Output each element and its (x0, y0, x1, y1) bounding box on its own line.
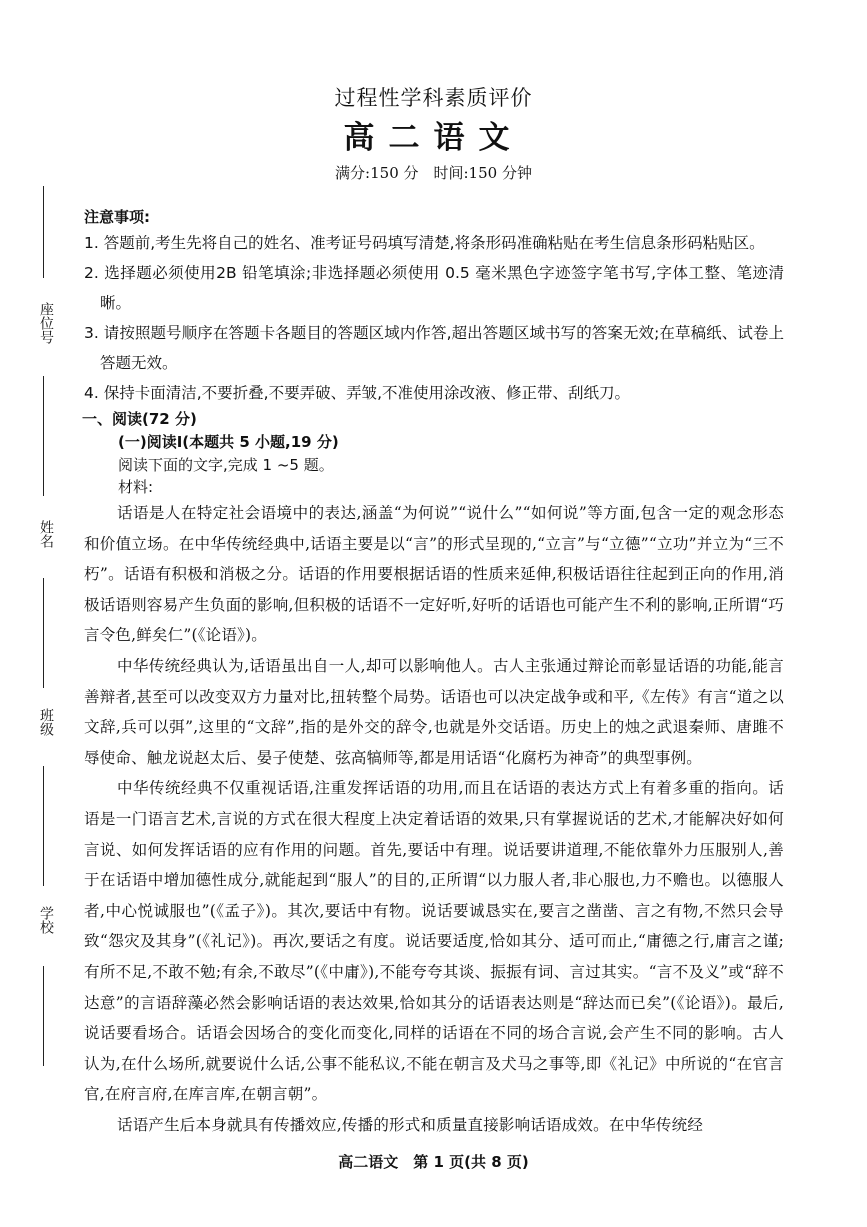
binding-line (43, 376, 44, 496)
class-label: 班级 (38, 708, 54, 736)
section-title: 一、阅读(72 分) (82, 410, 197, 428)
binding-line (43, 766, 44, 886)
page-header (0, 84, 867, 184)
material-paragraph: 话语是人在特定社会语境中的表达,涵盖“为何说”“说什么”“如何说”等方面,包含一定的观念形态和价值立场。在中华传统经典中,话语主要是以“言”的形式呈现的,“立言”与“立德”“立功”并立为“三不朽”。话语有积极和消极之分。话语的作用要根据话语的性质来延伸,积极话语往往起到正向的作用,消极话语则容易产生负面的影响,但积极的话语不一定好听,好听的话语也可能产生不利的影响,正所谓“巧言令色,鲜矣仁”(《论语》)。 (84, 504, 784, 645)
material-paragraph: 中华传统经典认为,话语虽出自一人,却可以影响他人。古人主张通过辩论而彰显话语的功能,能言善辩者,甚至可以改变双方力量对比,扭转整个局势。话语也可以决定战争或和平,《左传》有言“道之以文辞,兵可以弭”,这里的“文辞”,指的是外交的辞令,也就是外交话语。历史上的烛之武退秦师、唐雎不辱使命、触龙说赵太后、晏子使楚、弦高犒师等,都是用话语“化腐朽为神奇”的典型事例。 (84, 656, 784, 767)
note-item: 4. 保持卡面清洁,不要折叠,不要弄破、弄皱,不准使用涂改液、修正带、刮纸刀。 (84, 384, 630, 402)
exam-title: 高二语文 (343, 120, 524, 156)
binding-line (43, 578, 44, 688)
exam-subtitle: 过程性学科素质评价 (334, 86, 533, 110)
notes-title: 注意事项: (84, 208, 150, 226)
note-item: 3. 请按照题号顺序在答题卡各题目的答题区域内作答,超出答题区域书写的答案无效;在草稿纸、试卷上答题无效。 (84, 324, 784, 372)
binding-margin (32, 186, 56, 1066)
seat-number-label: 座位号 (38, 302, 54, 344)
exam-content (84, 206, 784, 1140)
school-label: 学校 (38, 906, 54, 934)
name-label: 姓名 (38, 520, 54, 548)
instruction: 阅读下面的文字,完成 1 ~5 题。 (118, 456, 334, 474)
subsection-title: (一)阅读Ⅰ(本题共 5 小题,19 分) (118, 433, 339, 451)
material-paragraph: 中华传统经典不仅重视话语,注重发挥话语的功用,而且在话语的表达方式上有着多重的指向。话语是一门语言艺术,言说的方式在很大程度上决定着话语的效果,只有掌握说话的艺术,才能解决好如何言说、如何发挥话语的应有作用的问题。首先,要话中有理。说话要讲道理,不能依靠外力压服别人,善于在话语中增加德性成分,就能起到“服人”的目的,正所谓“以力服人者,非心服也,力不赡也。以德服人者,中心悦诚服也”(《孟子》)。其次,要话中有物。说话要诚恳实在,要言之凿凿、言之有物,不然只会导致“怨灾及其身”(《礼记》)。再次,要话之有度。说话要适度,恰如其分、适可而止,“庸德之行,庸言之谨;有所不足,不敢不勉;有余,不敢尽”(《中庸》),不能夸夸其谈、振振有词、言过其实。“言不及义”或“辞不达意”的言语辞藻必然会影响话语的表达效果,恰如其分的话语表达则是“辞达而已矣”(《论语》)。最后,说话要看场合。话语会因场合的变化而变化,同样的话语在不同的场合言说,会产生不同的影响。古人认为,在什么场所,就要说什么话,公事不能私议,不能在朝言及犬马之事等,即《礼记》中所说的“在官言官,在府言府,在库言库,在朝言朝”。 (84, 779, 784, 1104)
material-label: 材料: (118, 478, 154, 496)
binding-line (43, 966, 44, 1066)
page-footer: 高二语文 第 1 页(共 8 页) (338, 1153, 529, 1171)
exam-meta: 满分:150 分 时间:150 分钟 (335, 164, 532, 182)
note-item: 1. 答题前,考生先将自己的姓名、准考证号码填写清楚,将条形码准确粘贴在考生信息条形码粘贴区。 (84, 234, 765, 252)
note-item: 2. 选择题必须使用2B 铅笔填涂;非选择题必须使用 0.5 毫米黑色字迹签字笔书写,字体工整、笔迹清晰。 (84, 264, 784, 312)
material-paragraph: 话语产生后本身就具有传播效应,传播的形式和质量直接影响话语成效。在中华传统经 (117, 1115, 704, 1134)
binding-line (43, 186, 44, 278)
